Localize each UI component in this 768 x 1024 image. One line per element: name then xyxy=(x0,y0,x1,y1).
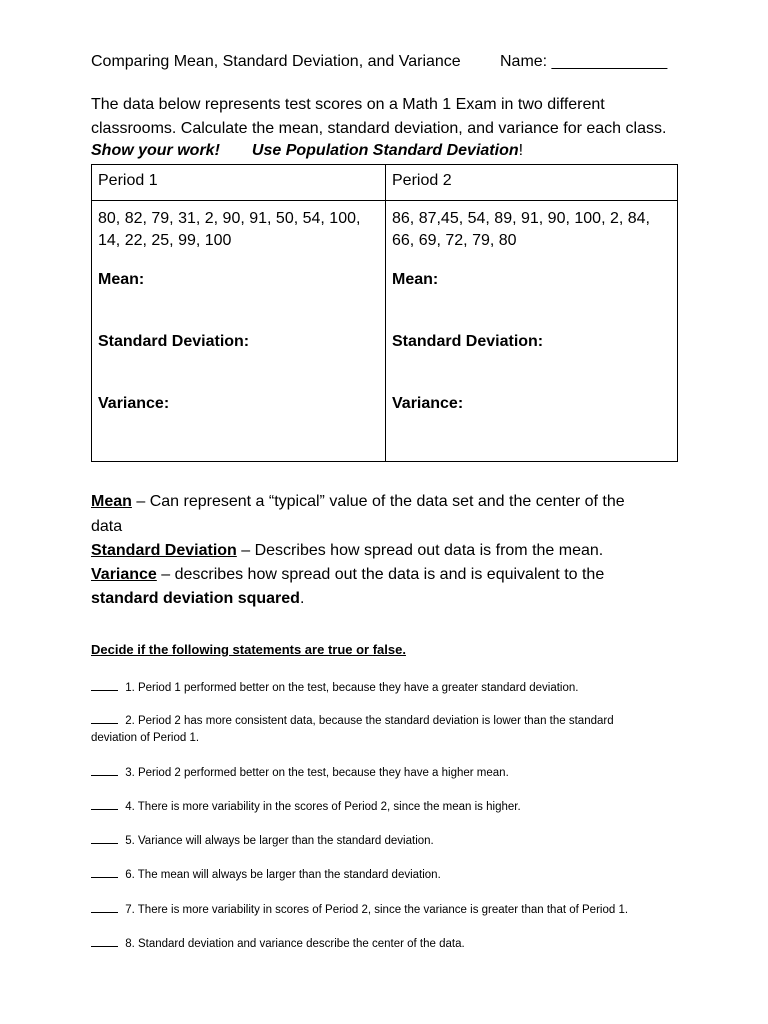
statement-8: 8. Standard deviation and variance describe the center of the data. xyxy=(91,934,465,953)
table-divider-horizontal xyxy=(92,200,677,201)
period-2-header: Period 2 xyxy=(392,172,452,189)
period-1-mean-label: Mean: xyxy=(98,271,145,288)
answer-blank[interactable] xyxy=(91,763,118,776)
period-1-data: 80, 82, 79, 31, 2, 90, 91, 50, 54, 100, 14, 22, 25, 99, 100 xyxy=(98,210,361,249)
statement-1: 1. Period 1 performed better on the test, because they have a greater standard deviation. xyxy=(91,678,578,697)
answer-blank[interactable] xyxy=(91,900,118,913)
table-divider-vertical xyxy=(385,165,386,461)
answer-blank[interactable] xyxy=(91,934,118,947)
definition-std xyxy=(91,542,603,560)
answer-blank[interactable] xyxy=(91,797,118,810)
intro-line-1: The data below represents test scores on a Math 1 Exam in two different xyxy=(91,96,605,113)
statement-6: 6. The mean will always be larger than the standard deviation. xyxy=(91,865,441,884)
answer-blank[interactable] xyxy=(91,865,118,878)
statement-5: 5. Variance will always be larger than the standard deviation. xyxy=(91,831,434,850)
answer-blank[interactable] xyxy=(91,678,118,691)
name-field-label: Name: _____________ xyxy=(500,53,668,70)
std-definition-text: – Describes how spread out data is from the mean. xyxy=(236,542,604,559)
period-2-mean-label: Mean: xyxy=(392,271,439,288)
mean-definition-text: – Can represent a “typical” value of the data set and the center of the xyxy=(131,493,625,510)
statement-7: 7. There is more variability in scores of Period 2, since the variance is greater than that of Period 1. xyxy=(91,900,628,919)
data-table xyxy=(91,164,678,462)
period-1-std-label: Standard Deviation: xyxy=(98,333,250,350)
definition-mean-cont: data xyxy=(91,518,123,535)
true-false-heading: Decide if the following statements are true or false. xyxy=(91,642,406,657)
show-work-text: Show your work! xyxy=(91,142,220,159)
period-2-variance-label: Variance: xyxy=(392,395,464,412)
variance-bold-text: standard deviation squared xyxy=(91,590,300,607)
period-2-std-label: Standard Deviation: xyxy=(392,333,544,350)
std-term: Standard Deviation xyxy=(91,542,237,559)
answer-blank[interactable] xyxy=(91,831,118,844)
statement-4: 4. There is more variability in the scores of Period 2, since the mean is higher. xyxy=(91,797,521,816)
period-1-variance-label: Variance: xyxy=(98,395,170,412)
definition-variance-cont xyxy=(91,590,304,608)
answer-blank[interactable] xyxy=(91,711,118,724)
variance-term: Variance xyxy=(91,566,157,583)
exclamation: ! xyxy=(518,142,524,159)
period-2-data: 86, 87,45, 54, 89, 91, 90, 100, 2, 84, 66, 69, 72, 79, 80 xyxy=(392,210,650,249)
statement-3: 3. Period 2 performed better on the test, because they have a higher mean. xyxy=(91,763,509,782)
statement-2-cont: deviation of Period 1. xyxy=(91,732,200,744)
worksheet-title: Comparing Mean, Standard Deviation, and Variance xyxy=(91,53,461,70)
definition-mean xyxy=(91,493,625,511)
statement-2: 2. Period 2 has more consistent data, because the standard deviation is lower than the standard xyxy=(91,711,614,730)
instructions-line xyxy=(91,142,523,160)
variance-end: . xyxy=(299,590,305,607)
variance-definition-text: – describes how spread out the data is and is equivalent to the xyxy=(156,566,605,583)
intro-line-2: classrooms. Calculate the mean, standard deviation, and variance for each class. xyxy=(91,120,667,137)
mean-term: Mean xyxy=(91,493,132,510)
use-population-text: Use Population Standard Deviation xyxy=(251,142,519,159)
period-1-header: Period 1 xyxy=(98,172,158,189)
definition-variance xyxy=(91,566,604,584)
